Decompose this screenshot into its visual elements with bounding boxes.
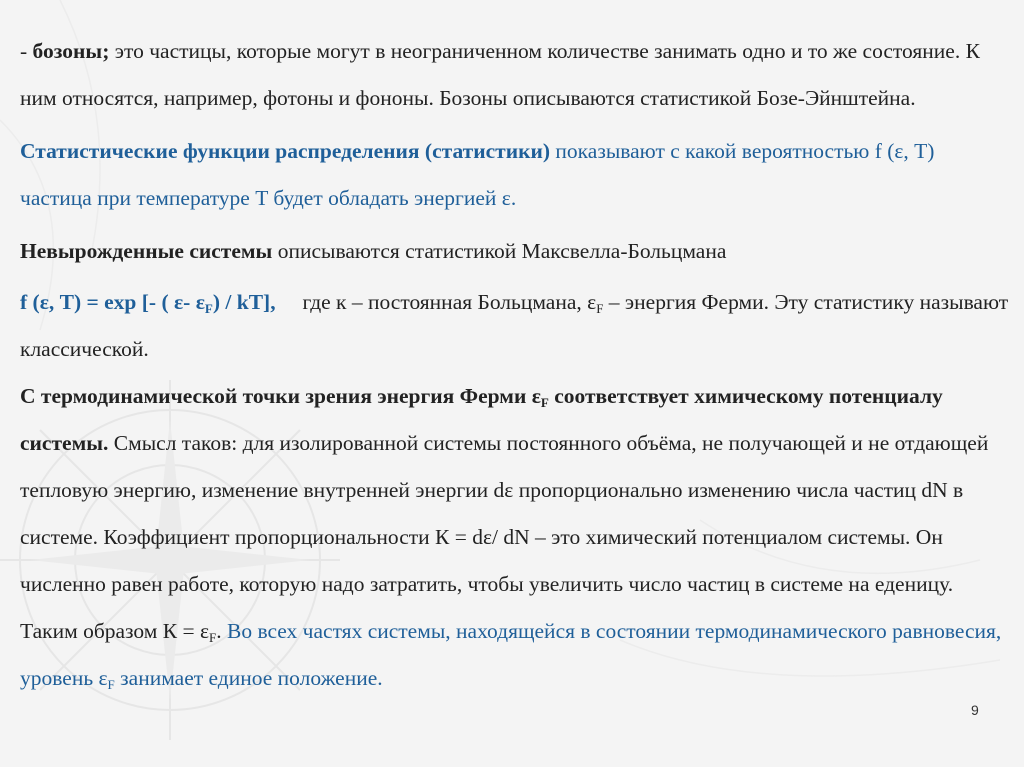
formula-explanation-a: где к – постоянная Больцмана, ε (275, 290, 597, 314)
nondegenerate-description: описываются статистикой Максвелла-Больцмана (272, 239, 727, 263)
thermo-term-part-b: соответствует химическому потенциалу системы. (20, 384, 943, 455)
term-bosons: бозоны; (32, 39, 110, 63)
equilibrium-subscript: F (107, 677, 115, 692)
thermo-fermi-subscript: F (209, 630, 217, 645)
formula-part-b: ) / kT], (212, 290, 276, 314)
paragraph-nondegenerate-systems (20, 228, 1010, 275)
statistical-functions-description: показывают с какой вероятностью f (ε, T) частица при температуре T будет обладать энергией ε. (20, 139, 935, 210)
slide-number: 9 (971, 702, 979, 718)
fermi-subscript: F (596, 301, 604, 316)
slide-content (20, 28, 1010, 702)
paragraph-statistical-functions (20, 128, 1010, 222)
bosons-description: это частицы, которые могут в неограниченном количестве занимать одно и то же состояние. К ним относятся, например, фотоны и фононы. Бозоны описываются статистикой Бозе-Эйнштейна. (20, 39, 980, 110)
list-dash: - (20, 39, 33, 63)
paragraph-bosons (20, 28, 1010, 122)
formula-subscript: F (204, 301, 213, 316)
thermo-term-subscript: F (540, 395, 549, 410)
thermo-period: . (216, 619, 222, 643)
equilibrium-part-b: занимает единое положение. (114, 666, 383, 690)
boltzmann-formula (20, 290, 276, 314)
thermodynamics-description: Смысл таков: для изолированной системы постоянного объёма, не получающей и не отдающей тепловую энергию, изменение внутренней энергии dε пропорционально изменению числа частиц dN в системе. Коэффициент пропорциональности К = dε/ dN – это химический потенциалом системы. Он численно равен работе, которую надо затратить, чтобы увеличить число частиц в системе на еденицу. Таким образом К = ε (20, 431, 989, 643)
paragraph-thermodynamics (20, 373, 1010, 702)
formula-explanation-b: – энергия Ферми. Эту статистику называют классической. (20, 290, 1009, 361)
term-statistical-functions: Статистические функции распределения (статистики) (20, 139, 551, 163)
equilibrium-part-a: Во всех частях системы, находящейся в состоянии термодинамического равновесия, уровень ε (20, 619, 1002, 690)
formula-part-a: f (ε, T) = exp [- ( ε- ε (20, 290, 205, 314)
paragraph-boltzmann-formula (20, 279, 1010, 373)
term-nondegenerate-systems: Невырожденные системы (20, 239, 273, 263)
thermo-term-part-a: С термодинамической точки зрения энергия Ферми ε (20, 384, 541, 408)
